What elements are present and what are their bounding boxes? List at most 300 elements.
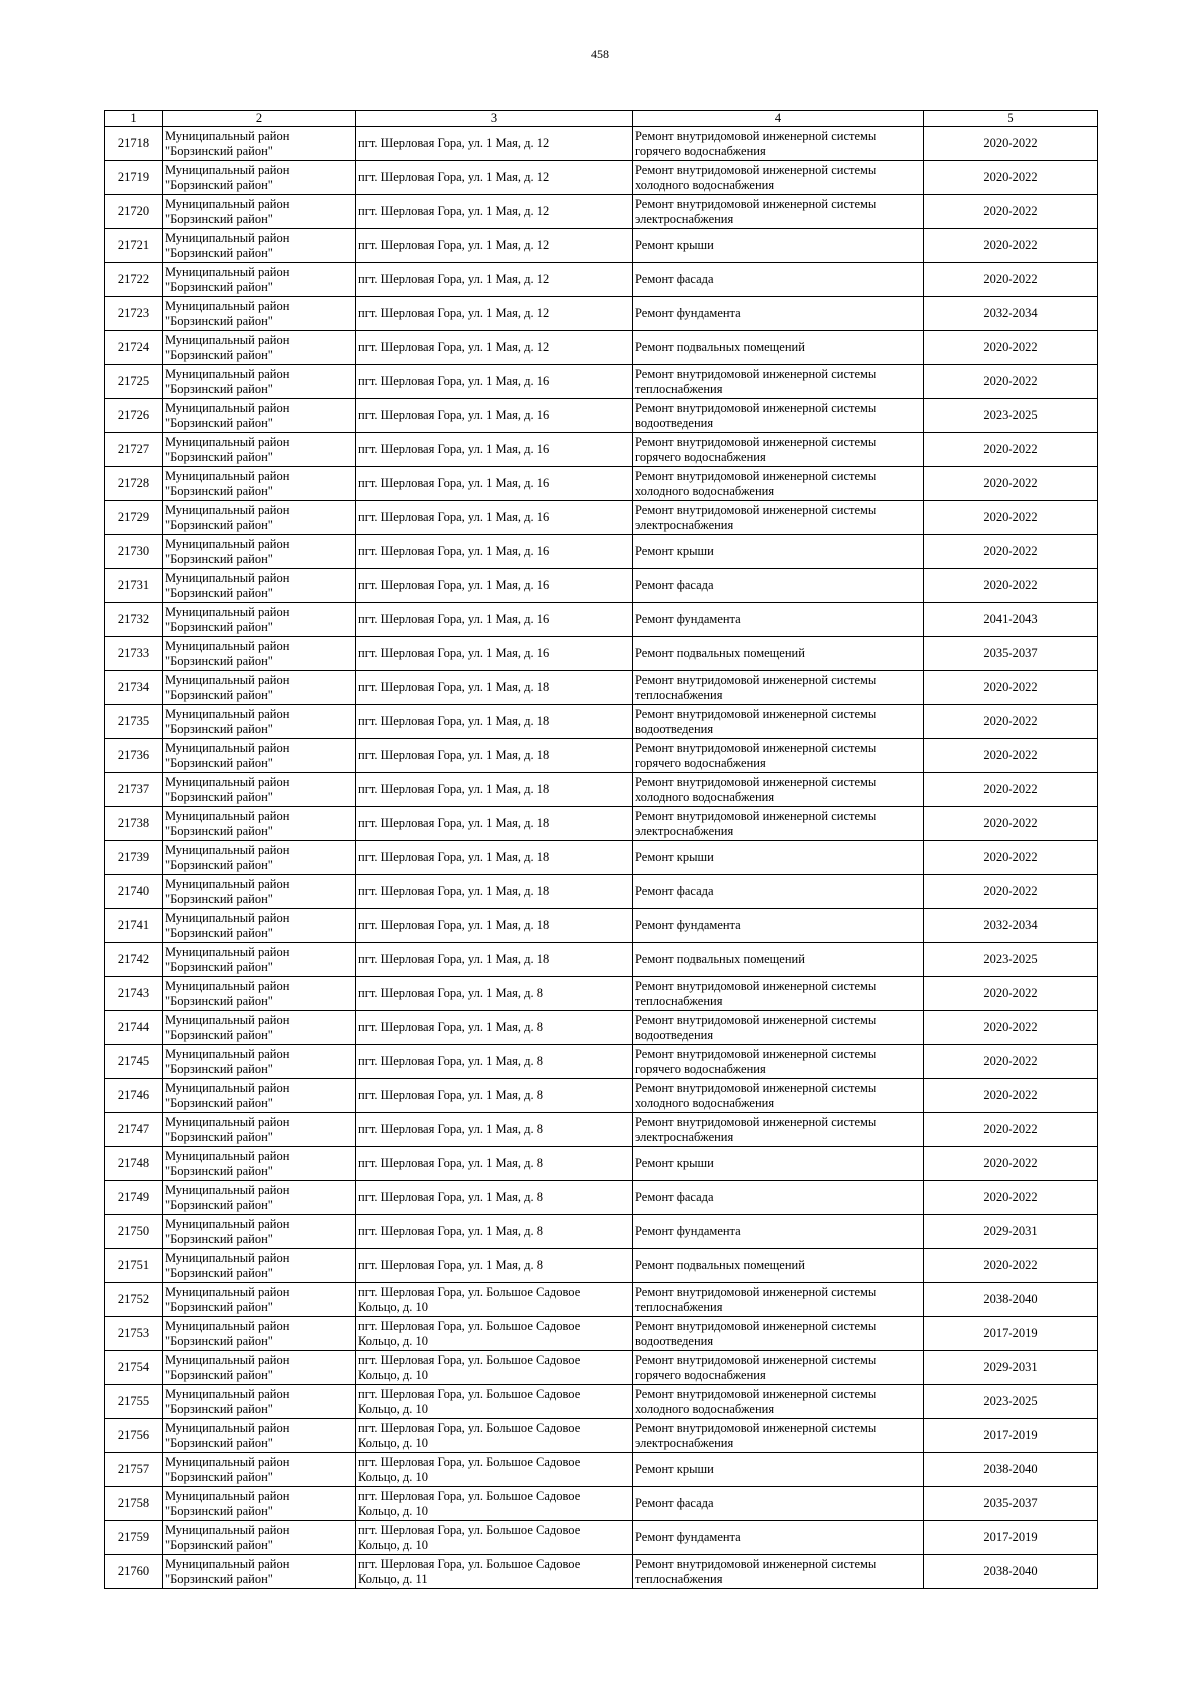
address-line: пгт. Шерловая Гора, ул. 1 Мая, д. 8 [358,1258,543,1272]
table-row [105,909,1098,943]
column-header: 5 [924,111,1098,127]
address-line: пгт. Шерловая Гора, ул. 1 Мая, д. 18 [358,884,550,898]
period-cell: 2020-2022 [924,365,1098,399]
municipality-cell [163,841,356,875]
work-type-line: Ремонт подвальных помещений [635,340,805,354]
row-number-cell: 21734 [105,671,163,705]
period-cell: 2020-2022 [924,1181,1098,1215]
municipality-line: Муниципальный район [165,1148,290,1163]
municipality-line: Муниципальный район [165,740,290,755]
municipality-cell [163,1011,356,1045]
work-type-cell [633,1045,924,1079]
work-type-cell [633,807,924,841]
period-cell: 2038-2040 [924,1453,1098,1487]
address-cell [356,773,633,807]
table-row [105,1283,1098,1317]
table-row [105,297,1098,331]
period-cell: 2020-2022 [924,773,1098,807]
address-line: пгт. Шерловая Гора, ул. Большое Садовое [358,1556,581,1571]
municipality-cell [163,875,356,909]
municipality-line: Муниципальный район [165,638,290,653]
municipality-line: Муниципальный район [165,434,290,449]
address-cell [356,535,633,569]
municipality-line: "Борзинский район" [165,857,273,872]
work-type-cell [633,229,924,263]
work-type-line: Ремонт внутридомовой инженерной системы [635,502,877,517]
work-type-cell [633,1351,924,1385]
municipality-line: Муниципальный район [165,264,290,279]
row-number-cell: 21728 [105,467,163,501]
municipality-cell [163,1521,356,1555]
work-type-line: водоотведения [635,1027,714,1042]
address-line: пгт. Шерловая Гора, ул. 1 Мая, д. 12 [358,238,550,252]
row-number-cell: 21742 [105,943,163,977]
row-number-cell: 21758 [105,1487,163,1521]
municipality-line: "Борзинский район" [165,1231,273,1246]
work-type-line: теплоснабжения [635,1571,723,1586]
table-row [105,739,1098,773]
municipality-line: Муниципальный район [165,1556,290,1571]
address-line: пгт. Шерловая Гора, ул. Большое Садовое [358,1488,581,1503]
municipality-line: Муниципальный район [165,1352,290,1367]
work-type-cell [633,467,924,501]
period-cell: 2020-2022 [924,331,1098,365]
municipality-line: "Борзинский район" [165,1299,273,1314]
work-type-line: Ремонт внутридомовой инженерной системы [635,1046,877,1061]
row-number-cell: 21726 [105,399,163,433]
address-cell [356,909,633,943]
municipality-line: "Борзинский район" [165,279,273,294]
address-line: пгт. Шерловая Гора, ул. 1 Мая, д. 8 [358,1224,543,1238]
row-number-cell: 21744 [105,1011,163,1045]
municipality-line: Муниципальный район [165,1012,290,1027]
municipality-line: "Борзинский район" [165,347,273,362]
row-number-cell: 21727 [105,433,163,467]
work-type-line: электроснабжения [635,823,734,838]
municipality-cell [163,161,356,195]
work-type-line: теплоснабжения [635,687,723,702]
period-cell: 2020-2022 [924,467,1098,501]
row-number-cell: 21718 [105,127,163,161]
table-row [105,127,1098,161]
repair-schedule-table [104,110,1098,1589]
address-cell [356,161,633,195]
address-cell [356,399,633,433]
table-row [105,365,1098,399]
table-row [105,1045,1098,1079]
address-cell [356,1079,633,1113]
column-header: 4 [633,111,924,127]
work-type-line: холодного водоснабжения [635,483,775,498]
period-cell: 2020-2022 [924,161,1098,195]
address-line: Кольцо, д. 11 [358,1571,428,1586]
address-cell [356,1181,633,1215]
municipality-line: Муниципальный район [165,842,290,857]
address-cell [356,1487,633,1521]
row-number-cell: 21739 [105,841,163,875]
work-type-cell [633,841,924,875]
address-line: пгт. Шерловая Гора, ул. 1 Мая, д. 18 [358,952,550,966]
work-type-cell [633,433,924,467]
address-line: пгт. Шерловая Гора, ул. 1 Мая, д. 16 [358,578,550,592]
municipality-line: Муниципальный район [165,1080,290,1095]
municipality-cell [163,705,356,739]
address-line: пгт. Шерловая Гора, ул. 1 Мая, д. 12 [358,340,550,354]
municipality-line: Муниципальный район [165,978,290,993]
work-type-cell [633,1555,924,1589]
address-cell [356,1011,633,1045]
work-type-line: Ремонт внутридомовой инженерной системы [635,740,877,755]
work-type-line: Ремонт внутридомовой инженерной системы [635,1012,877,1027]
work-type-cell [633,195,924,229]
row-number-cell: 21740 [105,875,163,909]
table-row [105,1215,1098,1249]
work-type-line: горячего водоснабжения [635,1061,766,1076]
municipality-cell [163,229,356,263]
municipality-line: "Борзинский район" [165,143,273,158]
municipality-line: Муниципальный район [165,1454,290,1469]
column-header: 2 [163,111,356,127]
address-cell [356,1351,633,1385]
period-cell: 2020-2022 [924,977,1098,1011]
period-cell: 2020-2022 [924,875,1098,909]
address-line: пгт. Шерловая Гора, ул. Большое Садовое [358,1522,581,1537]
work-type-cell [633,1317,924,1351]
work-type-line: Ремонт внутридомовой инженерной системы [635,1284,877,1299]
municipality-cell [163,1147,356,1181]
municipality-line: Муниципальный район [165,1420,290,1435]
address-cell [356,331,633,365]
table-row [105,1079,1098,1113]
period-cell: 2029-2031 [924,1351,1098,1385]
work-type-line: Ремонт внутридомовой инженерной системы [635,1386,877,1401]
address-cell [356,705,633,739]
address-cell [356,229,633,263]
work-type-line: Ремонт подвальных помещений [635,952,805,966]
municipality-cell [163,603,356,637]
address-line: Кольцо, д. 10 [358,1299,429,1314]
row-number-cell: 21746 [105,1079,163,1113]
municipality-line: Муниципальный район [165,604,290,619]
work-type-line: Ремонт подвальных помещений [635,1258,805,1272]
address-line: пгт. Шерловая Гора, ул. 1 Мая, д. 12 [358,272,550,286]
period-cell: 2020-2022 [924,1011,1098,1045]
table-row [105,671,1098,705]
table-row [105,841,1098,875]
table-body [105,127,1098,1589]
address-cell [356,977,633,1011]
work-type-cell [633,875,924,909]
work-type-cell [633,1487,924,1521]
row-number-cell: 21729 [105,501,163,535]
work-type-line: Ремонт внутридомовой инженерной системы [635,128,877,143]
municipality-line: Муниципальный район [165,1284,290,1299]
municipality-line: "Борзинский район" [165,415,273,430]
table-row [105,433,1098,467]
address-cell [356,603,633,637]
municipality-line: Муниципальный район [165,706,290,721]
municipality-line: "Борзинский район" [165,1095,273,1110]
table-row [105,1419,1098,1453]
municipality-line: Муниципальный район [165,1114,290,1129]
municipality-line: Муниципальный район [165,808,290,823]
municipality-line: "Борзинский район" [165,381,273,396]
row-number-cell: 21749 [105,1181,163,1215]
period-cell: 2020-2022 [924,127,1098,161]
address-cell [356,637,633,671]
address-cell [356,841,633,875]
table-row [105,807,1098,841]
municipality-cell [163,1317,356,1351]
page-number: 458 [591,47,609,61]
row-number-cell: 21738 [105,807,163,841]
work-type-line: электроснабжения [635,1435,734,1450]
work-type-line: Ремонт фундамента [635,1224,741,1238]
period-cell: 2020-2022 [924,1147,1098,1181]
period-cell: 2032-2034 [924,909,1098,943]
address-line: пгт. Шерловая Гора, ул. Большое Садовое [358,1454,581,1469]
row-number-cell: 21760 [105,1555,163,1589]
municipality-line: "Борзинский район" [165,823,273,838]
period-cell: 2020-2022 [924,569,1098,603]
work-type-cell [633,535,924,569]
municipality-line: Муниципальный район [165,196,290,211]
municipality-line: Муниципальный район [165,366,290,381]
municipality-line: Муниципальный район [165,1318,290,1333]
municipality-line: Муниципальный район [165,944,290,959]
municipality-line: "Борзинский район" [165,449,273,464]
address-cell [356,1147,633,1181]
row-number-cell: 21730 [105,535,163,569]
row-number-cell: 21736 [105,739,163,773]
table-row [105,977,1098,1011]
work-type-line: теплоснабжения [635,381,723,396]
work-type-cell [633,1011,924,1045]
municipality-line: "Борзинский район" [165,687,273,702]
period-cell: 2020-2022 [924,705,1098,739]
address-line: пгт. Шерловая Гора, ул. 1 Мая, д. 16 [358,612,550,626]
municipality-line: "Борзинский район" [165,1571,273,1586]
table-row [105,1555,1098,1589]
table-row [105,773,1098,807]
period-cell: 2017-2019 [924,1317,1098,1351]
work-type-line: Ремонт фасада [635,1496,714,1510]
address-line: Кольцо, д. 10 [358,1367,429,1382]
address-line: пгт. Шерловая Гора, ул. 1 Мая, д. 16 [358,374,550,388]
address-cell [356,1453,633,1487]
row-number-cell: 21737 [105,773,163,807]
work-type-cell [633,297,924,331]
table-row [105,1521,1098,1555]
work-type-line: электроснабжения [635,517,734,532]
table-row [105,569,1098,603]
period-cell: 2023-2025 [924,1385,1098,1419]
work-type-line: Ремонт крыши [635,238,714,252]
municipality-line: "Борзинский район" [165,993,273,1008]
address-line: пгт. Шерловая Гора, ул. 1 Мая, д. 16 [358,646,550,660]
address-cell [356,1249,633,1283]
municipality-cell [163,433,356,467]
municipality-cell [163,501,356,535]
row-number-cell: 21755 [105,1385,163,1419]
municipality-cell [163,977,356,1011]
address-line: пгт. Шерловая Гора, ул. Большое Садовое [358,1352,581,1367]
work-type-cell [633,399,924,433]
municipality-cell [163,1419,356,1453]
work-type-line: электроснабжения [635,1129,734,1144]
work-type-cell [633,739,924,773]
municipality-cell [163,1079,356,1113]
work-type-line: Ремонт крыши [635,1462,714,1476]
work-type-line: Ремонт внутридомовой инженерной системы [635,706,877,721]
row-number-cell: 21754 [105,1351,163,1385]
table-row [105,399,1098,433]
work-type-cell [633,603,924,637]
period-cell: 2020-2022 [924,1079,1098,1113]
municipality-line: Муниципальный район [165,1182,290,1197]
work-type-line: водоотведения [635,415,714,430]
municipality-cell [163,807,356,841]
row-number-cell: 21733 [105,637,163,671]
period-cell: 2020-2022 [924,229,1098,263]
municipality-line: "Борзинский район" [165,1265,273,1280]
period-cell: 2020-2022 [924,1113,1098,1147]
municipality-line: Муниципальный район [165,298,290,313]
work-type-cell [633,263,924,297]
table-row [105,1385,1098,1419]
table-row [105,1317,1098,1351]
row-number-cell: 21751 [105,1249,163,1283]
address-cell [356,739,633,773]
period-cell: 2020-2022 [924,433,1098,467]
table-row [105,1181,1098,1215]
municipality-line: "Борзинский район" [165,1197,273,1212]
address-cell [356,671,633,705]
address-line: пгт. Шерловая Гора, ул. 1 Мая, д. 8 [358,1054,543,1068]
municipality-line: Муниципальный район [165,876,290,891]
address-line: пгт. Шерловая Гора, ул. 1 Мая, д. 16 [358,408,550,422]
municipality-line: "Борзинский район" [165,1401,273,1416]
municipality-line: "Борзинский район" [165,925,273,940]
address-line: пгт. Шерловая Гора, ул. 1 Мая, д. 12 [358,306,550,320]
municipality-line: "Борзинский район" [165,755,273,770]
address-line: пгт. Шерловая Гора, ул. 1 Мая, д. 18 [358,850,550,864]
work-type-line: холодного водоснабжения [635,1095,775,1110]
municipality-cell [163,637,356,671]
work-type-line: холодного водоснабжения [635,1401,775,1416]
work-type-cell [633,1453,924,1487]
table-row [105,161,1098,195]
work-type-cell [633,705,924,739]
address-line: Кольцо, д. 10 [358,1503,429,1518]
municipality-line: "Борзинский район" [165,1367,273,1382]
address-line: Кольцо, д. 10 [358,1469,429,1484]
municipality-line: "Борзинский район" [165,1333,273,1348]
municipality-cell [163,1453,356,1487]
period-cell: 2023-2025 [924,399,1098,433]
municipality-cell [163,263,356,297]
municipality-line: "Борзинский район" [165,1061,273,1076]
row-number-cell: 21722 [105,263,163,297]
address-line: пгт. Шерловая Гора, ул. 1 Мая, д. 18 [358,748,550,762]
work-type-line: водоотведения [635,1333,714,1348]
work-type-line: водоотведения [635,721,714,736]
work-type-cell [633,365,924,399]
table-row [105,1113,1098,1147]
period-cell: 2035-2037 [924,637,1098,671]
work-type-line: Ремонт внутридомовой инженерной системы [635,162,877,177]
table-row [105,1011,1098,1045]
table-row [105,501,1098,535]
municipality-cell [163,671,356,705]
address-line: пгт. Шерловая Гора, ул. Большое Садовое [358,1386,581,1401]
address-cell [356,1283,633,1317]
table-header [105,111,1098,127]
address-line: пгт. Шерловая Гора, ул. Большое Садовое [358,1318,581,1333]
municipality-cell [163,1385,356,1419]
municipality-line: Муниципальный район [165,162,290,177]
address-line: пгт. Шерловая Гора, ул. 1 Мая, д. 8 [358,1088,543,1102]
municipality-cell [163,1113,356,1147]
work-type-line: Ремонт внутридомовой инженерной системы [635,1080,877,1095]
municipality-line: Муниципальный район [165,468,290,483]
address-line: пгт. Шерловая Гора, ул. 1 Мая, д. 12 [358,170,550,184]
row-number-cell: 21759 [105,1521,163,1555]
work-type-line: Ремонт внутридомовой инженерной системы [635,468,877,483]
address-line: пгт. Шерловая Гора, ул. 1 Мая, д. 8 [358,1156,543,1170]
period-cell: 2035-2037 [924,1487,1098,1521]
work-type-cell [633,127,924,161]
row-number-cell: 21756 [105,1419,163,1453]
municipality-cell [163,1283,356,1317]
address-cell [356,1045,633,1079]
work-type-line: Ремонт крыши [635,1156,714,1170]
table-row [105,535,1098,569]
municipality-line: Муниципальный район [165,672,290,687]
work-type-line: Ремонт фасада [635,272,714,286]
municipality-line: "Борзинский район" [165,585,273,600]
municipality-cell [163,1555,356,1589]
municipality-line: "Борзинский район" [165,891,273,906]
table-row [105,603,1098,637]
period-cell: 2020-2022 [924,535,1098,569]
row-number-cell: 21735 [105,705,163,739]
row-number-cell: 21719 [105,161,163,195]
address-line: Кольцо, д. 10 [358,1401,429,1416]
work-type-line: горячего водоснабжения [635,755,766,770]
table-row [105,331,1098,365]
municipality-cell [163,297,356,331]
work-type-cell [633,1113,924,1147]
address-line: Кольцо, д. 10 [358,1537,429,1552]
municipality-cell [163,909,356,943]
address-cell [356,467,633,501]
work-type-cell [633,943,924,977]
work-type-line: Ремонт фасада [635,578,714,592]
row-number-cell: 21731 [105,569,163,603]
address-line: пгт. Шерловая Гора, ул. 1 Мая, д. 18 [358,680,550,694]
address-line: пгт. Шерловая Гора, ул. 1 Мая, д. 16 [358,476,550,490]
municipality-cell [163,1487,356,1521]
table-row [105,705,1098,739]
municipality-line: "Борзинский район" [165,483,273,498]
table-row [105,195,1098,229]
work-type-cell [633,1419,924,1453]
address-line: пгт. Шерловая Гора, ул. 1 Мая, д. 18 [358,714,550,728]
period-cell: 2020-2022 [924,841,1098,875]
work-type-cell [633,671,924,705]
work-type-line: Ремонт фасада [635,884,714,898]
